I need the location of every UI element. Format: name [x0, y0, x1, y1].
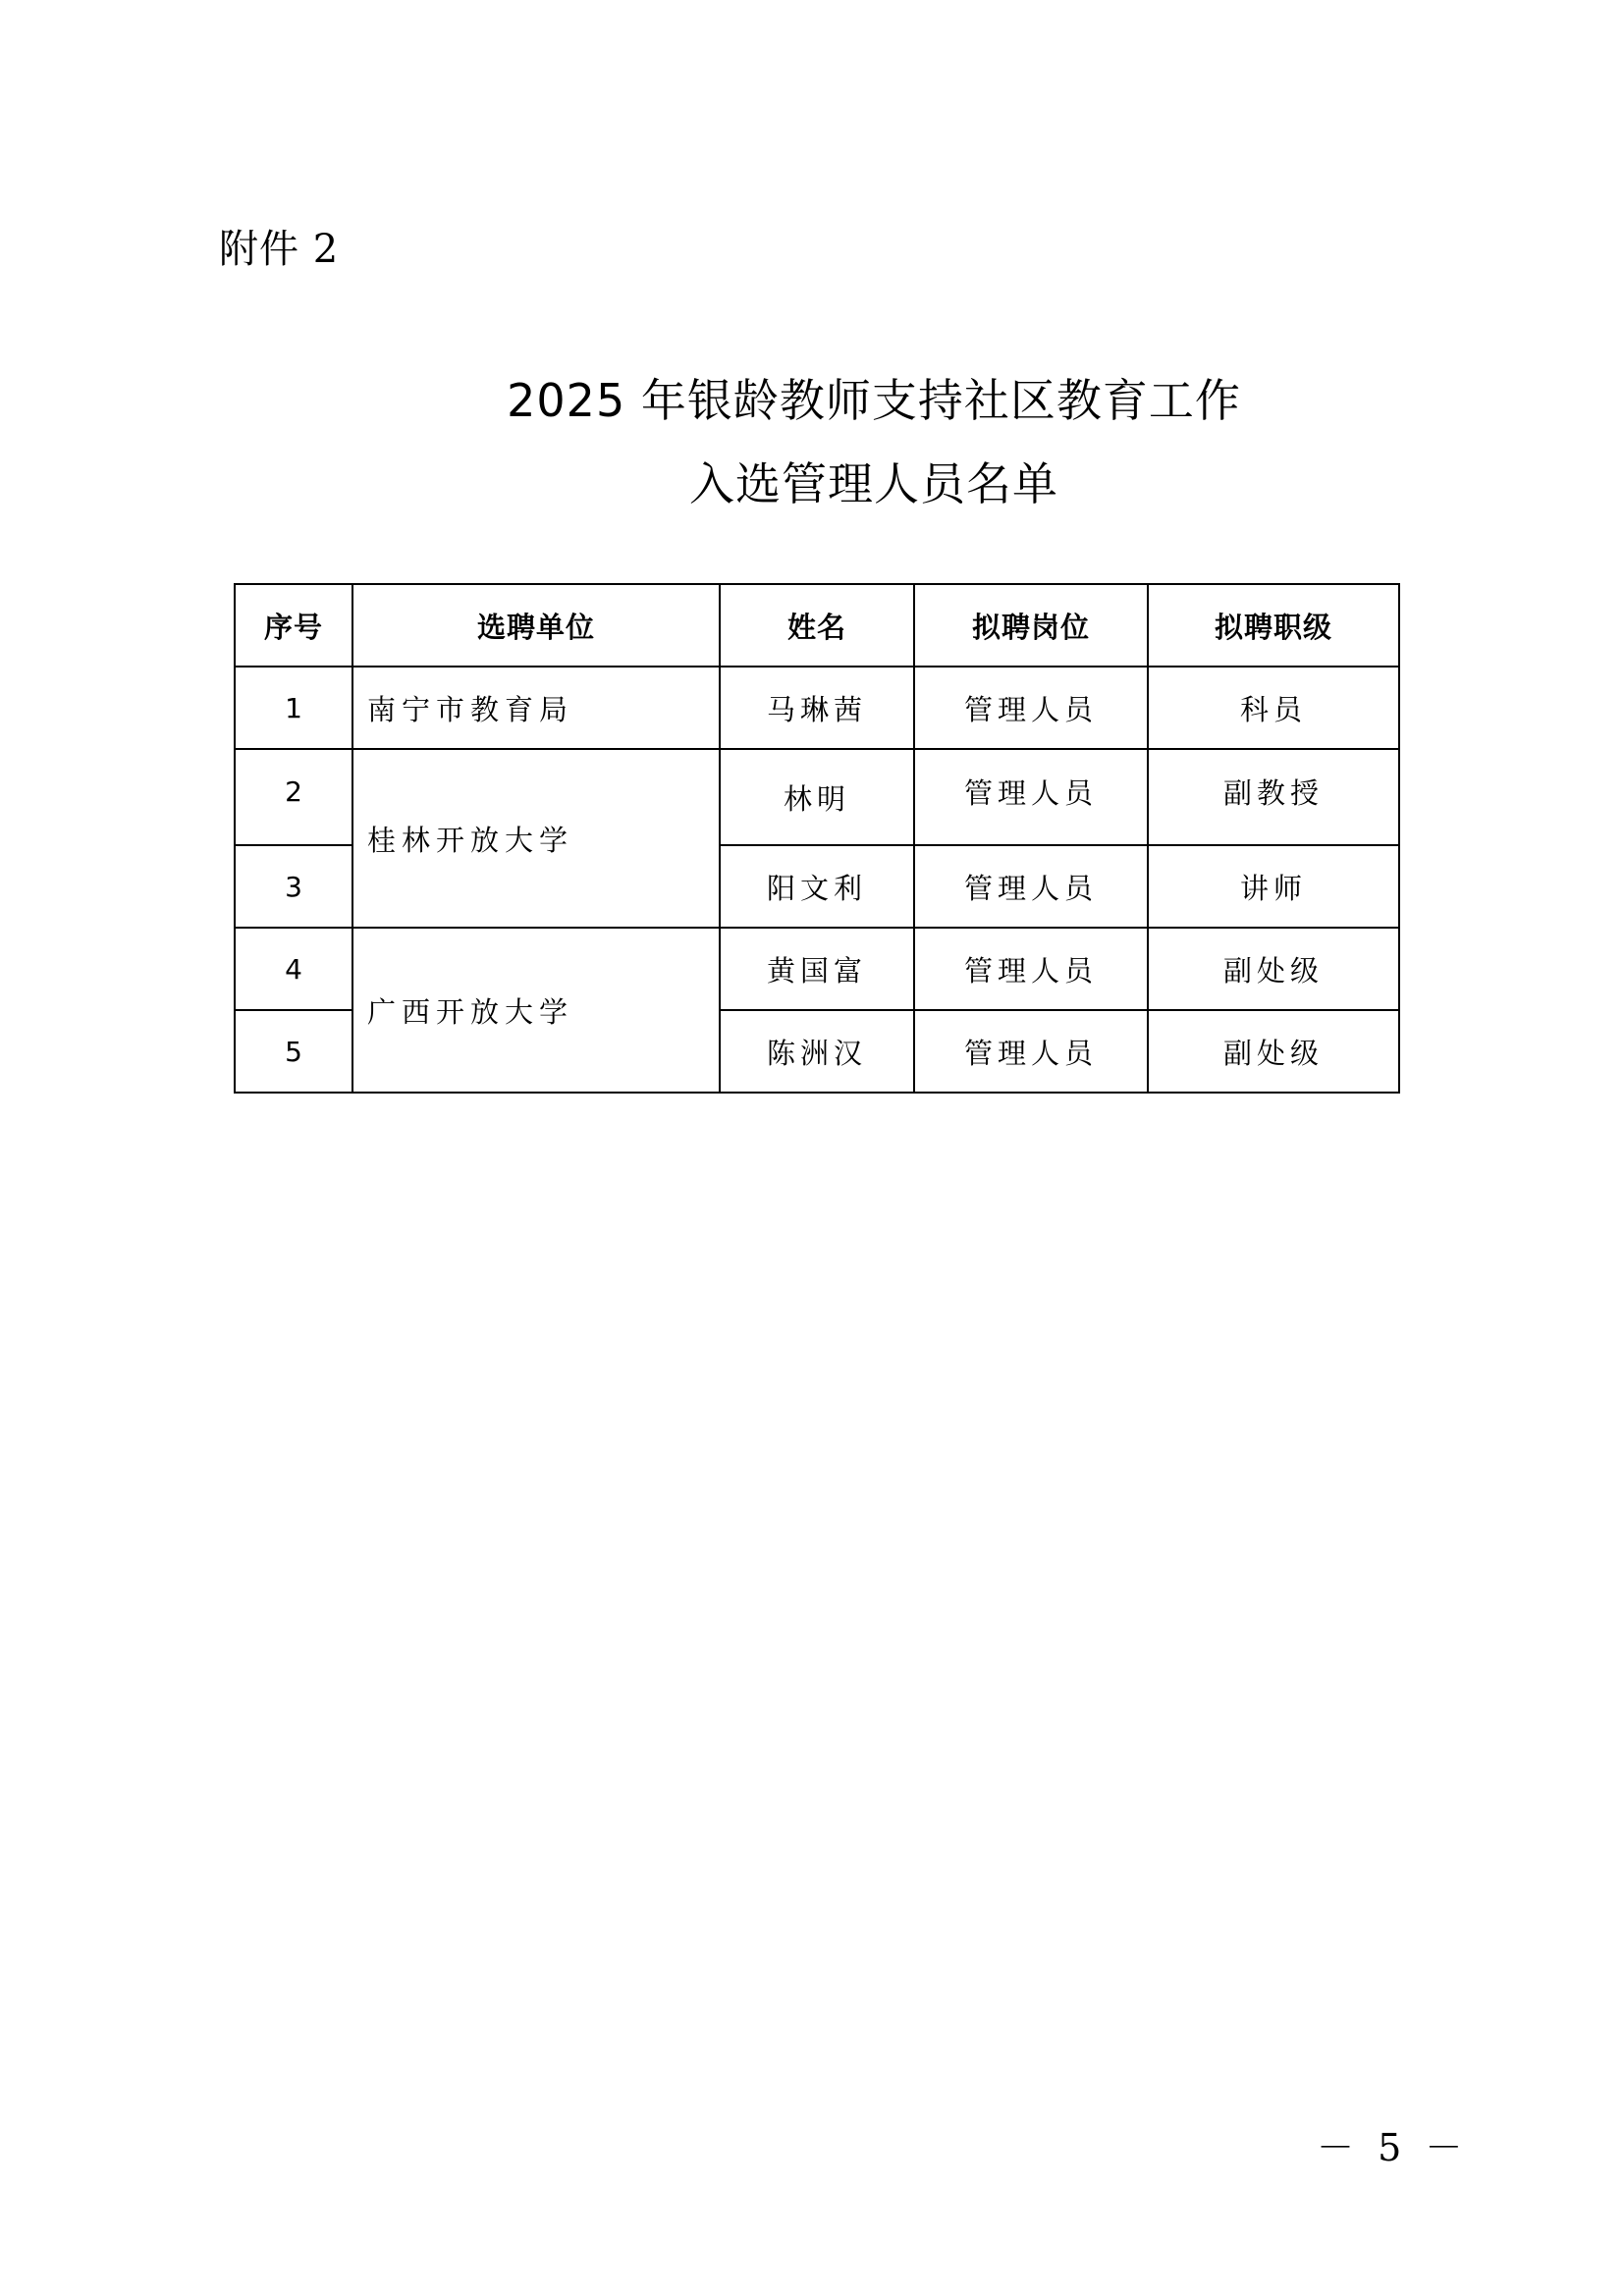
name-cell: 马琳茜 [720, 667, 914, 749]
header-name: 姓名 [720, 584, 914, 667]
unit-cell: 桂林开放大学 [352, 749, 720, 928]
attachment-label: 附件 2 [219, 227, 340, 272]
serial-no-cell: 2 [235, 749, 352, 845]
header-position: 拟聘岗位 [914, 584, 1148, 667]
name-cell: 林明 [720, 749, 914, 845]
table-row [235, 667, 1399, 749]
table-header-row [235, 584, 1399, 667]
name-cell: 陈洲汉 [720, 1010, 914, 1093]
table-row [235, 928, 1399, 1010]
personnel-table [234, 583, 1400, 1094]
serial-no-cell: 4 [235, 928, 352, 1010]
name-cell: 阳文利 [720, 845, 914, 928]
position-cell: 管理人员 [914, 1010, 1148, 1093]
header-rank: 拟聘职级 [1148, 584, 1399, 667]
rank-cell: 副处级 [1148, 928, 1399, 1010]
unit-cell: 南宁市教育局 [352, 667, 720, 749]
rank-cell: 讲师 [1148, 845, 1399, 928]
serial-no-cell: 5 [235, 1010, 352, 1093]
rank-cell: 科员 [1148, 667, 1399, 749]
position-cell: 管理人员 [914, 667, 1148, 749]
header-serial-no: 序号 [235, 584, 352, 667]
serial-no-cell: 1 [235, 667, 352, 749]
serial-no-cell: 3 [235, 845, 352, 928]
page-number: － 5 － [1317, 2126, 1469, 2169]
position-cell: 管理人员 [914, 749, 1148, 845]
document-title-line2: 入选管理人员名单 [689, 457, 1058, 510]
document-title-line1: 2025 年银龄教师支持社区教育工作 [507, 374, 1241, 427]
unit-cell: 广西开放大学 [352, 928, 720, 1093]
rank-cell: 副教授 [1148, 749, 1399, 845]
position-cell: 管理人员 [914, 845, 1148, 928]
name-cell: 黄国富 [720, 928, 914, 1010]
rank-cell: 副处级 [1148, 1010, 1399, 1093]
position-cell: 管理人员 [914, 928, 1148, 1010]
header-unit: 选聘单位 [352, 584, 720, 667]
table-row [235, 749, 1399, 845]
